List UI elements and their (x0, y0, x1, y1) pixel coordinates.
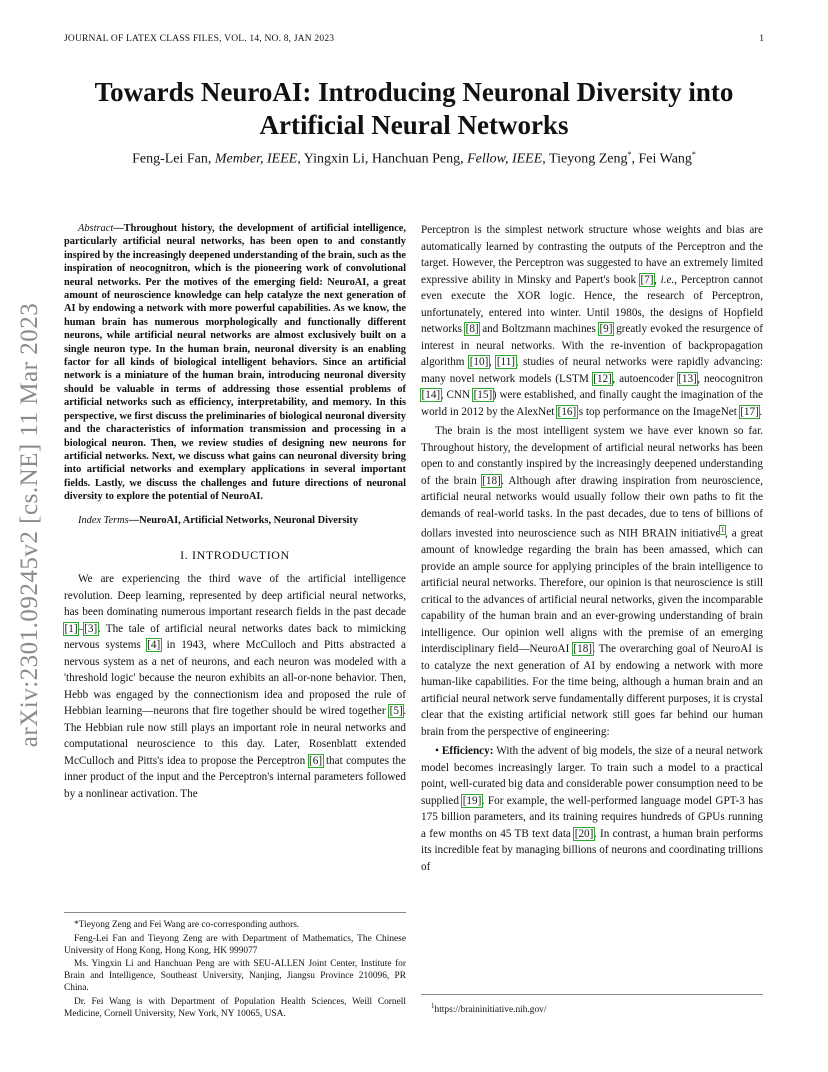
citation-link[interactable]: [14] (421, 389, 441, 401)
citation-link[interactable]: [8] (465, 323, 479, 335)
left-column (64, 222, 406, 805)
citation-link[interactable]: [19] (462, 794, 482, 807)
citation-link[interactable]: [10] (469, 356, 489, 368)
arxiv-stamp: arXiv:2301.09245v2 [cs.NE] 11 Mar 2023 (16, 302, 43, 748)
footnote-url-link[interactable]: https://braininitiative.nih.gov/ (434, 1005, 547, 1016)
citation-link[interactable]: [5] (389, 705, 403, 718)
page-number: 1 (759, 34, 764, 44)
citation-link[interactable]: [17] (740, 405, 759, 418)
citation-link[interactable]: [18] (482, 474, 501, 487)
intro-paragraph-1: We are experiencing the third wave of the artificial intelligence revolution. Deep learning, represented by deep artificial neural networks, has been dominating numerous important research fields in the past decade [1]–[3]. The tale of artificial neural networks dates back to mimicking nervous systems [4] in 1943, where McCulloch and Pitts abstracted a nervous system as a net of neurons, and each neuron was modeled with a 'threshold logic' because the neuron exhibits an all-or-none behavior. Then, Hebb was engaged by the connectionism idea and proposed the rule of Hebbian learning—neurons that fire together should be wired together [5]. The Hebbian rule now still plays an important role in neural networks and computational neuroscience to this day. Later, Rosenblatt extended McCulloch and Pitts's idea to propose the Perceptron [6] that computes the inner product of the input and the Perceptron's internal parameters followed by a nonlinear activation. The (64, 573, 407, 800)
citation-link[interactable]: [6] (309, 754, 323, 767)
citation-link[interactable]: [3] (84, 622, 98, 635)
intro-paragraph-3: The brain is the most intelligent system we have ever known so far. Throughout history, the development of artificial neural networks has been open to and constantly inspired by the increasingly deepened understanding of the brain [18]. Although after drawing inspiration from neuroscience, artificial neural networks would usually follow their own paths to fit the demands of real-world tasks. In the past decades, due to tens of billions of dollars invested into neuroscience such as NIH BRAIN initiative$^1$, a great amount of knowledge regarding the brain has been amassed, which can provide an ample source for applying principles of the brain intelligence to artificial neural networks. Therefore, our opinion is that neuroscience is still critical to the advances of artificial neural networks, given the incomparable capability of the human brain and an ever-growing understanding of brain intelligence. Our opinion well aligns with the premise of an emerging interdisciplinary field—NeuroAI [18]. The overarching goal of NeuroAI is to catalyze the next generation of AI by endowing a network with more human-like capabilities. For the time being, although a human brain and an artificial neural network serve fundamentally different purposes, it is crystal clear that the existing artificial network still goes far behind our human brain from the perspective of engineering: (421, 425, 764, 738)
citation-link[interactable]: [1] (64, 622, 78, 635)
section-heading: I. INTRODUCTION (180, 547, 290, 562)
citation-link[interactable]: [20] (574, 827, 594, 840)
right-column (421, 222, 763, 878)
intro-paragraph-4: • Efficiency: With the advent of big models, the size of a neural network model becomes increasingly larger. To train such a model to a practical point, well-curated big data and considerable power consumption need to be supplied [19]. For example, the well-performed language model GPT-3 has 175 billion parameters, and its training requires hundreds of GPUs running a few months on 45 TB text data [20]. In contrast, a human brain performs its incredible feat by managing billions of neurons and coordinating trillions of (421, 745, 763, 873)
url-footnote: $^1$https://braininitiative.nih.gov/ (421, 994, 763, 1016)
citation-link[interactable]: [13] (678, 372, 697, 385)
paper-title: Towards NeuroAI: Introducing Neuronal Diversity into Artificial Neural Networks (94, 77, 734, 140)
affiliation-footnotes: *Tieyong Zeng and Fei Wang are co-corresponding authors. Feng-Lei Fan and Tieyong Zeng are with Department of Mathematics, The Chinese University of Hong Kong, Hong Kong, HK 999077 Ms. Yingxin Li and Hanchuan Peng are with SEU-ALLEN Joint Center, Institute for Brain and Intelligence, Southeast University, Nanjing, Jiangsu Province 210096, PR China. Dr. Fei Wang is with Department of Population Health Sciences, Weill Cornell Medicine, Cornell University, New York, NY 10065, USA. (64, 912, 406, 1021)
citation-link[interactable]: [7] (640, 273, 654, 286)
footnote-link[interactable]: 1 (720, 526, 725, 534)
author-list: Feng-Lei Fan, Member, IEEE, Yingxin Li, Hanchuan Peng, Fellow, IEEE, Tieyong Zeng*, Fei Wang* (132, 150, 696, 167)
citation-link[interactable]: [12] (593, 372, 612, 385)
citation-link[interactable]: [15] (473, 389, 493, 401)
citation-link[interactable]: [4] (147, 639, 161, 652)
intro-paragraph-2: Perceptron is the simplest network structure whose weights and bias are automatically learned by contrasting the outputs of the Perceptron and the target. However, the Perceptron was suggested to have an extremely limited expressive ability in Minsky and Papert's book [7], i.e., Perceptron cannot even execute the XOR logic. Hence, the research of Perceptron, unfortunately, entered into winter. Until 1980s, the designs of Hopfield networks [8] and Boltzmann machines [9] greatly evoked the resurgence of interest in neural networks. With the re-invention of backpropagation algorithm [10], [11], studies of neural networks were rapidly advancing: many novel network models (LSTM [12], autoencoder [13], neocognitron [14], CNN [15]) were established, and finally caught the imagination of the world in 2012 by the AlexNet [16]'s top performance on the ImageNet [17]. (421, 224, 764, 418)
index-terms: Index Terms—NeuroAI, Artificial Networks, Neuronal Diversity (78, 514, 359, 526)
abstract: Abstract—Throughout history, the development of artificial intelligence, particularly artificial neural networks, has been open to and constantly inspired by the increasingly deepened understanding of the brain, such as the inspiration of neocognitron, which is the pioneering work of convolutional neural networks. Per the motives of the emerging field: NeuroAI, a great amount of neuroscience knowledge can help catalyze the next generation of AI by endowing a network with more powerful capabilities. As we know, the human brain has numerous morphologically and functionally different neurons, while artificial neural networks are almost exclusively built on a single neuron type. In the human brain, neuronal diversity is an enabling factor for all kinds of biological intelligent behaviors. Since an artificial network is a miniature of the human brain, introducing neuronal diversity should be valuable in terms of addressing those essential problems of artificial networks such as efficiency, interpretability, and memory. In this perspective, we first discuss the preliminaries of biological neuronal diversity and the characteristics of information transmission and processing in a biological neuron. Then, we review studies of designing new neurons for artificial networks. Next, we discuss what gains can neuronal diversity bring into artificial networks and exemplary applications in several important fields. Lastly, we discuss the challenges and future directions of neuronal diversity to explore the potential of NeuroAI. (64, 223, 406, 503)
citation-link[interactable]: [9] (599, 323, 613, 335)
citation-link[interactable]: [11] (496, 356, 516, 368)
citation-link[interactable]: [18] (573, 643, 593, 656)
running-header: JOURNAL OF LATEX CLASS FILES, VOL. 14, NO. 8, JAN 2023 (64, 34, 335, 44)
citation-link[interactable]: [16] (557, 405, 577, 418)
